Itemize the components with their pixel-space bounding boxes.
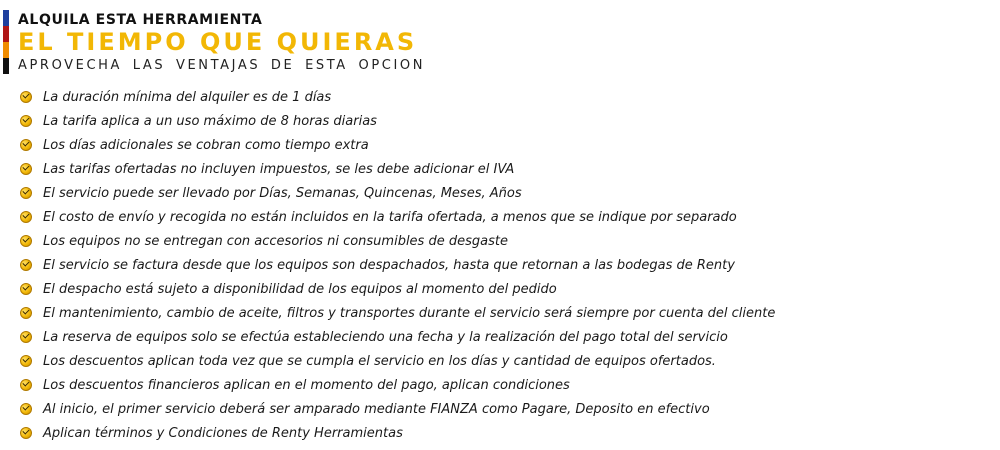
term-text: El costo de envío y recogida no están incluidos en la tarifa ofertada, a menos que se indique por separado	[43, 209, 737, 225]
term-text: El mantenimiento, cambio de aceite, filtros y transportes durante el servicio será siempre por cuenta del cliente	[43, 305, 776, 321]
list-item	[20, 397, 775, 421]
term-text: Los días adicionales se cobran como tiempo extra	[43, 137, 369, 153]
list-item	[20, 85, 775, 109]
term-text: Al inicio, el primer servicio deberá ser amparado mediante FIANZA como Pagare, Deposito en efectivo	[43, 401, 710, 417]
term-text: El servicio se factura desde que los equipos son despachados, hasta que retornan a las bodegas de Renty	[43, 257, 735, 273]
list-item	[20, 325, 775, 349]
check-circle-icon	[20, 187, 32, 199]
check-circle-icon	[20, 403, 32, 415]
check-circle-icon	[20, 115, 32, 127]
list-item	[20, 349, 775, 373]
check-circle-icon	[20, 235, 32, 247]
rental-terms-list	[20, 85, 775, 445]
list-item	[20, 277, 775, 301]
color-bar-blue	[3, 10, 9, 26]
rental-header	[0, 10, 700, 74]
check-circle-icon	[20, 139, 32, 151]
list-item	[20, 133, 775, 157]
list-item	[20, 205, 775, 229]
list-item	[20, 181, 775, 205]
list-item	[20, 109, 775, 133]
color-bar-black	[3, 58, 9, 74]
list-item	[20, 229, 775, 253]
list-item	[20, 373, 775, 397]
check-circle-icon	[20, 307, 32, 319]
check-circle-icon	[20, 355, 32, 367]
check-circle-icon	[20, 91, 32, 103]
list-item	[20, 253, 775, 277]
term-text: Los descuentos aplican toda vez que se cumpla el servicio en los días y cantidad de equipos ofertados.	[43, 353, 716, 369]
color-bar-orange	[3, 42, 9, 58]
list-item	[20, 421, 775, 445]
check-circle-icon	[20, 331, 32, 343]
term-text: Los descuentos financieros aplican en el momento del pago, aplican condiciones	[43, 377, 570, 393]
term-text: Los equipos no se entregan con accesorios ni consumibles de desgaste	[43, 233, 508, 249]
list-item	[20, 157, 775, 181]
list-item	[20, 301, 775, 325]
check-circle-icon	[20, 427, 32, 439]
term-text: Las tarifas ofertadas no incluyen impuestos, se les debe adicionar el IVA	[43, 161, 515, 177]
brand-color-bar	[3, 10, 9, 74]
check-circle-icon	[20, 163, 32, 175]
check-circle-icon	[20, 259, 32, 271]
term-text: El despacho está sujeto a disponibilidad de los equipos al momento del pedido	[43, 281, 557, 297]
pre-title: ALQUILA ESTA HERRAMIENTA	[18, 12, 263, 28]
color-bar-red	[3, 26, 9, 42]
term-text: La reserva de equipos solo se efectúa estableciendo una fecha y la realización del pago total del servicio	[43, 329, 728, 345]
check-circle-icon	[20, 283, 32, 295]
page-title: EL TIEMPO QUE QUIERAS	[18, 28, 418, 56]
term-text: El servicio puede ser llevado por Días, Semanas, Quincenas, Meses, Años	[43, 185, 522, 201]
page-subtitle: APROVECHA LAS VENTAJAS DE ESTA OPCION	[18, 58, 426, 73]
check-circle-icon	[20, 379, 32, 391]
check-circle-icon	[20, 211, 32, 223]
term-text: Aplican términos y Condiciones de Renty Herramientas	[43, 425, 403, 441]
term-text: La tarifa aplica a un uso máximo de 8 horas diarias	[43, 113, 377, 129]
term-text: La duración mínima del alquiler es de 1 días	[43, 89, 332, 105]
